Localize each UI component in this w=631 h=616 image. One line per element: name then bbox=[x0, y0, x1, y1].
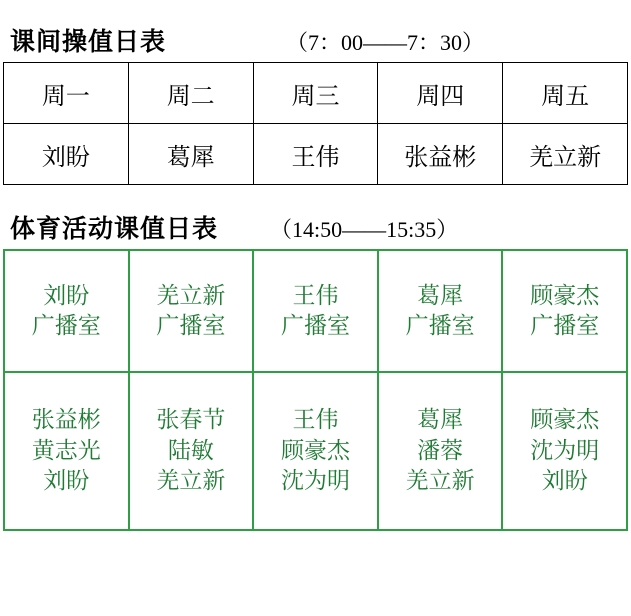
section1-title: 课间操值日表 bbox=[10, 29, 167, 56]
section2-title: 体育活动课值日表 bbox=[10, 216, 219, 243]
duty-name-cell: 刘盼 bbox=[4, 124, 129, 185]
duty-name-cell: 张益彬 bbox=[378, 124, 503, 185]
team-duty-cell: 顾豪杰 沈为明 刘盼 bbox=[502, 372, 627, 530]
broadcast-duty-cell: 葛犀 广播室 bbox=[378, 250, 503, 372]
table-row-duty-names bbox=[4, 124, 628, 185]
weekday-header-cell: 周一 bbox=[4, 63, 129, 124]
section1-table bbox=[3, 62, 628, 185]
weekday-header-cell: 周二 bbox=[128, 63, 253, 124]
broadcast-duty-cell: 羌立新 广播室 bbox=[129, 250, 254, 372]
broadcast-duty-cell: 刘盼 广播室 bbox=[4, 250, 129, 372]
table-row-team bbox=[4, 372, 627, 530]
section2-table bbox=[3, 249, 628, 531]
team-duty-cell: 王伟 顾豪杰 沈为明 bbox=[253, 372, 378, 530]
section1-title-row bbox=[0, 0, 631, 62]
weekday-header-cell: 周四 bbox=[378, 63, 503, 124]
section2-time-range: （14:50——15:35） bbox=[270, 217, 459, 242]
team-duty-cell: 张益彬 黄志光 刘盼 bbox=[4, 372, 129, 530]
team-duty-cell: 张春节 陆敏 羌立新 bbox=[129, 372, 254, 530]
section2-title-row bbox=[0, 185, 631, 249]
weekday-header-cell: 周三 bbox=[253, 63, 378, 124]
duty-name-cell: 羌立新 bbox=[503, 124, 628, 185]
duty-name-cell: 葛犀 bbox=[128, 124, 253, 185]
broadcast-duty-cell: 王伟 广播室 bbox=[253, 250, 378, 372]
duty-name-cell: 王伟 bbox=[253, 124, 378, 185]
team-duty-cell: 葛犀 潘蓉 羌立新 bbox=[378, 372, 503, 530]
table-row-broadcast bbox=[4, 250, 627, 372]
weekday-header-cell: 周五 bbox=[503, 63, 628, 124]
section1-time-range: （7：00——7：30） bbox=[286, 30, 485, 55]
broadcast-duty-cell: 顾豪杰 广播室 bbox=[502, 250, 627, 372]
table-row-weekdays bbox=[4, 63, 628, 124]
